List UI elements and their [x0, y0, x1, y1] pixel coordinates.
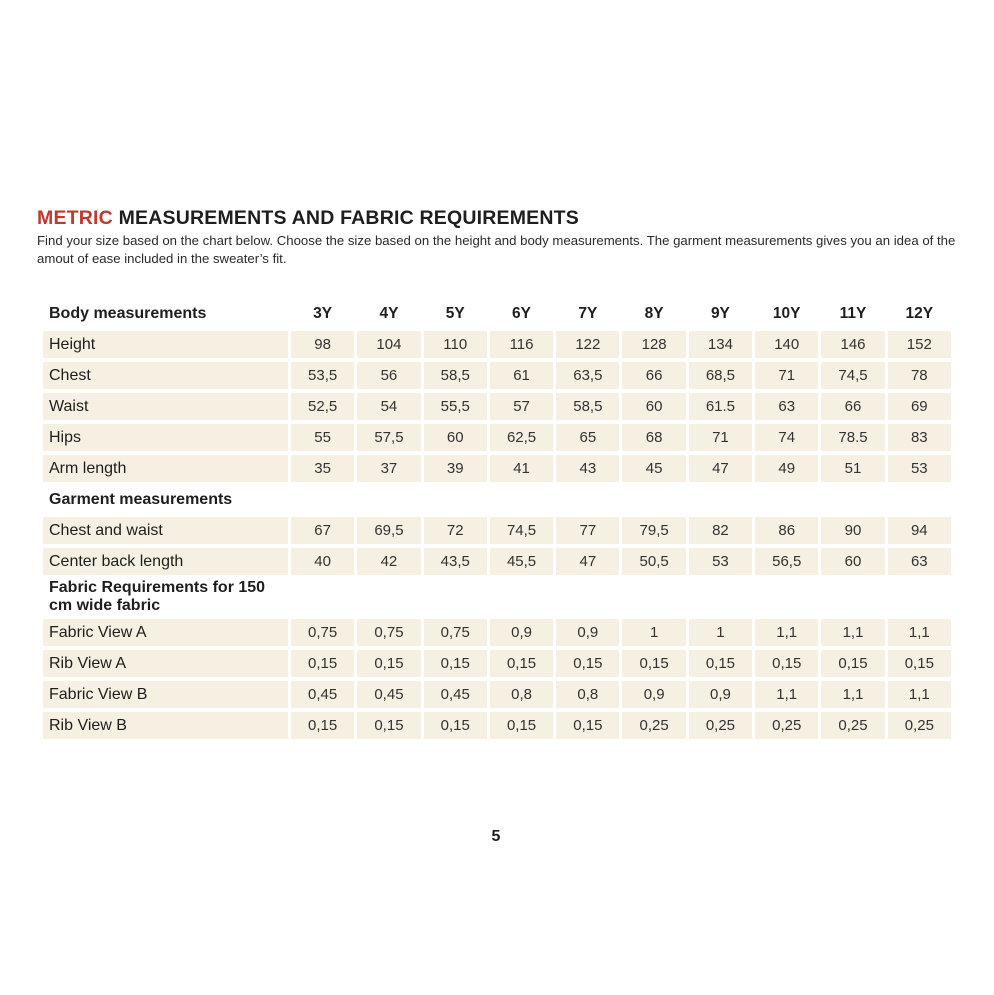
table-cell: 1,1 — [888, 619, 951, 646]
table-cell: 0,25 — [821, 712, 884, 739]
table-cell: 40 — [291, 548, 354, 575]
table-cell: 0,75 — [357, 619, 420, 646]
table-cell: 1,1 — [821, 619, 884, 646]
table-cell: 53 — [888, 455, 951, 482]
table-cell: 82 — [689, 517, 752, 544]
table-cell: 0,9 — [556, 619, 619, 646]
table-cell: 1,1 — [755, 681, 818, 708]
size-chart-body — [43, 300, 951, 739]
size-column-header: 4Y — [379, 304, 399, 322]
table-cell: 0,15 — [821, 650, 884, 677]
table-cell: 74 — [755, 424, 818, 451]
table-cell: 47 — [556, 548, 619, 575]
table-row — [43, 548, 951, 575]
table-cell: 66 — [622, 362, 685, 389]
table-cell: 43 — [556, 455, 619, 482]
table-cell: 41 — [490, 455, 553, 482]
table-cell: 0,15 — [755, 650, 818, 677]
table-cell: 0,15 — [622, 650, 685, 677]
table-cell: 69,5 — [357, 517, 420, 544]
table-cell: 0,9 — [490, 619, 553, 646]
table-cell: 60 — [821, 548, 884, 575]
table-cell: 1,1 — [888, 681, 951, 708]
row-label: Center back length — [43, 548, 288, 575]
table-cell: 55,5 — [424, 393, 487, 420]
table-cell: 58,5 — [424, 362, 487, 389]
size-chart-table — [40, 296, 954, 743]
table-cell: 0,15 — [490, 650, 553, 677]
table-row — [43, 331, 951, 358]
table-cell: 98 — [291, 331, 354, 358]
table-cell: 54 — [357, 393, 420, 420]
size-column-header: 5Y — [445, 304, 465, 322]
row-label: Hips — [43, 424, 288, 451]
table-cell: 1,1 — [755, 619, 818, 646]
section-header-row — [43, 579, 951, 615]
table-cell: 94 — [888, 517, 951, 544]
table-cell: 37 — [357, 455, 420, 482]
table-cell: 1,1 — [821, 681, 884, 708]
table-cell: 67 — [291, 517, 354, 544]
heading-rest: MEASUREMENTS AND FABRIC REQUIREMENTS — [112, 207, 579, 229]
table-cell: 57,5 — [357, 424, 420, 451]
table-cell: 0,25 — [622, 712, 685, 739]
table-cell: 68,5 — [689, 362, 752, 389]
table-cell: 0,45 — [291, 681, 354, 708]
table-cell: 43,5 — [424, 548, 487, 575]
table-cell: 50,5 — [622, 548, 685, 575]
table-cell: 52,5 — [291, 393, 354, 420]
section-header-row — [43, 300, 951, 327]
row-label: Chest and waist — [43, 517, 288, 544]
table-cell: 63 — [755, 393, 818, 420]
table-cell: 57 — [490, 393, 553, 420]
size-column-header: 11Y — [839, 304, 867, 322]
table-cell: 71 — [689, 424, 752, 451]
table-cell: 0,15 — [424, 712, 487, 739]
intro-text: Find your size based on the chart below. Choose the size based on the height and body measurements. The garment measurements gives you an idea of the amout of ease included in the sweater’s fit. — [37, 233, 956, 266]
section-header-spacer — [291, 579, 951, 615]
table-cell: 61 — [490, 362, 553, 389]
page-number: 5 — [491, 828, 501, 845]
table-cell: 74,5 — [490, 517, 553, 544]
table-cell: 146 — [821, 331, 884, 358]
table-cell: 0,25 — [689, 712, 752, 739]
table-cell: 0,75 — [424, 619, 487, 646]
table-cell: 53,5 — [291, 362, 354, 389]
table-cell: 42 — [357, 548, 420, 575]
table-row — [43, 619, 951, 646]
table-cell: 0,15 — [556, 650, 619, 677]
table-cell: 45,5 — [490, 548, 553, 575]
table-cell: 83 — [888, 424, 951, 451]
size-column-header: 6Y — [512, 304, 532, 322]
table-cell: 0,45 — [424, 681, 487, 708]
table-cell: 78 — [888, 362, 951, 389]
table-cell: 45 — [622, 455, 685, 482]
table-cell: 134 — [689, 331, 752, 358]
table-cell: 140 — [755, 331, 818, 358]
table-cell: 68 — [622, 424, 685, 451]
table-cell: 62,5 — [490, 424, 553, 451]
table-cell: 0,8 — [556, 681, 619, 708]
table-row — [43, 424, 951, 451]
section-title: Fabric Requirements for 150 cm wide fabric — [49, 579, 266, 614]
table-cell: 0,45 — [357, 681, 420, 708]
table-cell: 0,15 — [888, 650, 951, 677]
size-column-header: 12Y — [905, 304, 934, 322]
size-column-header: 7Y — [578, 304, 598, 322]
table-cell: 0,9 — [622, 681, 685, 708]
table-cell: 0,15 — [357, 712, 420, 739]
row-label: Arm length — [43, 455, 288, 482]
table-row — [43, 455, 951, 482]
table-cell: 60 — [424, 424, 487, 451]
size-column-header: 10Y — [772, 304, 801, 322]
table-cell: 39 — [424, 455, 487, 482]
table-cell: 0,15 — [689, 650, 752, 677]
row-label: Height — [43, 331, 288, 358]
table-cell: 74,5 — [821, 362, 884, 389]
table-cell: 63 — [888, 548, 951, 575]
table-cell: 61.5 — [689, 393, 752, 420]
section-title: Garment measurements — [49, 490, 233, 508]
table-cell: 77 — [556, 517, 619, 544]
row-label: Rib View A — [43, 650, 288, 677]
size-column-header: 9Y — [710, 304, 730, 322]
table-cell: 122 — [556, 331, 619, 358]
table-cell: 110 — [424, 331, 487, 358]
table-cell: 0,25 — [755, 712, 818, 739]
table-row — [43, 362, 951, 389]
table-cell: 78.5 — [821, 424, 884, 451]
table-row — [43, 517, 951, 544]
table-cell: 63,5 — [556, 362, 619, 389]
section-title: Body measurements — [49, 304, 207, 322]
table-cell: 47 — [689, 455, 752, 482]
table-row — [43, 650, 951, 677]
table-cell: 0,8 — [490, 681, 553, 708]
size-column-header: 3Y — [313, 304, 333, 322]
heading-accent: METRIC — [37, 207, 113, 229]
table-cell: 0,15 — [490, 712, 553, 739]
table-cell: 72 — [424, 517, 487, 544]
row-label: Fabric View A — [43, 619, 288, 646]
table-cell: 65 — [556, 424, 619, 451]
table-cell: 0,15 — [291, 650, 354, 677]
row-label: Waist — [43, 393, 288, 420]
table-cell: 53 — [689, 548, 752, 575]
table-cell: 55 — [291, 424, 354, 451]
table-cell: 0,9 — [689, 681, 752, 708]
table-cell: 71 — [755, 362, 818, 389]
table-cell: 152 — [888, 331, 951, 358]
table-cell: 86 — [755, 517, 818, 544]
table-cell: 69 — [888, 393, 951, 420]
table-cell: 104 — [357, 331, 420, 358]
section-header-spacer — [291, 486, 951, 513]
table-cell: 0,15 — [424, 650, 487, 677]
table-row — [43, 681, 951, 708]
table-cell: 1 — [689, 619, 752, 646]
table-cell: 90 — [821, 517, 884, 544]
table-cell: 35 — [291, 455, 354, 482]
table-cell: 56 — [357, 362, 420, 389]
table-row — [43, 712, 951, 739]
table-cell: 56,5 — [755, 548, 818, 575]
table-cell: 1 — [622, 619, 685, 646]
table-cell: 58,5 — [556, 393, 619, 420]
page-heading — [37, 207, 579, 230]
table-cell: 79,5 — [622, 517, 685, 544]
table-cell: 116 — [490, 331, 553, 358]
table-cell: 0,75 — [291, 619, 354, 646]
table-cell: 60 — [622, 393, 685, 420]
table-cell: 0,15 — [556, 712, 619, 739]
table-cell: 128 — [622, 331, 685, 358]
row-label: Chest — [43, 362, 288, 389]
table-cell: 0,15 — [291, 712, 354, 739]
table-cell: 66 — [821, 393, 884, 420]
row-label: Rib View B — [43, 712, 288, 739]
row-label: Fabric View B — [43, 681, 288, 708]
table-row — [43, 393, 951, 420]
size-column-header: 8Y — [644, 304, 664, 322]
table-cell: 51 — [821, 455, 884, 482]
table-cell: 49 — [755, 455, 818, 482]
table-cell: 0,15 — [357, 650, 420, 677]
section-header-row — [43, 486, 951, 513]
table-cell: 0,25 — [888, 712, 951, 739]
